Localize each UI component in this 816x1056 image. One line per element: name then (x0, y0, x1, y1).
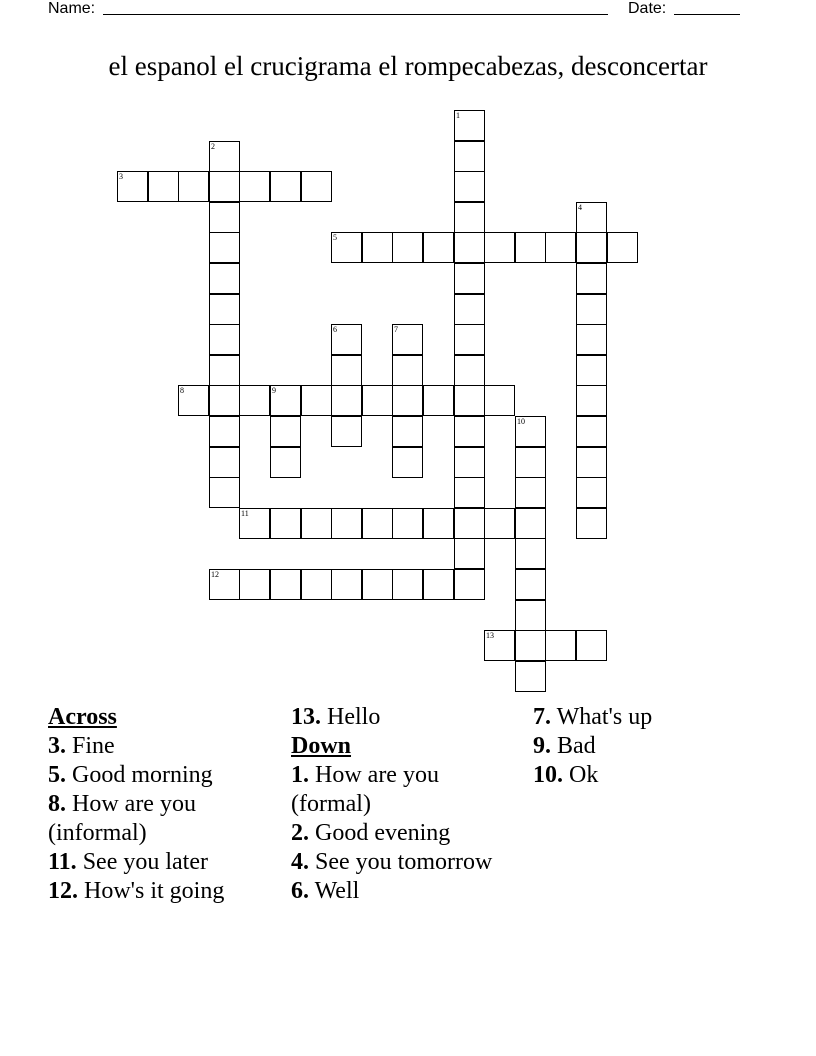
crossword-cell[interactable] (545, 630, 576, 661)
crossword-cell[interactable] (423, 385, 454, 416)
crossword-cell[interactable] (484, 385, 515, 416)
clue-down-7: 7. What's up (533, 704, 653, 730)
clue-across-3: 3. Fine (48, 733, 115, 759)
clue-down-10: 10. Ok (533, 762, 599, 788)
clue-number: 10 (517, 417, 525, 426)
clue-number: 2 (211, 142, 215, 151)
crossword-cell[interactable] (209, 416, 240, 447)
clue-number: 3 (119, 172, 123, 181)
crossword-cell[interactable] (454, 324, 485, 355)
crossword-cell[interactable] (209, 171, 240, 202)
crossword-cell[interactable] (209, 385, 240, 416)
crossword-cell[interactable] (454, 477, 485, 508)
crossword-cell[interactable] (454, 202, 485, 233)
crossword-cell[interactable] (607, 232, 638, 263)
crossword-cell[interactable] (392, 416, 423, 447)
crossword-cell[interactable] (209, 294, 240, 325)
crossword-cell[interactable] (576, 232, 607, 263)
crossword-cell[interactable] (270, 416, 301, 447)
crossword-cell[interactable] (576, 477, 607, 508)
crossword-cell[interactable] (515, 416, 546, 447)
crossword-cell[interactable] (270, 385, 301, 416)
clue-number: 9 (272, 386, 276, 395)
crossword-cell[interactable] (454, 385, 485, 416)
clue-number: 6 (333, 325, 337, 334)
crossword-cell[interactable] (270, 447, 301, 478)
crossword-cell[interactable] (209, 263, 240, 294)
crossword-cell[interactable] (454, 416, 485, 447)
crossword-cell[interactable] (209, 355, 240, 386)
crossword-cell[interactable] (392, 569, 423, 600)
clue-down-9: 9. Bad (533, 733, 596, 759)
crossword-cell[interactable] (331, 355, 362, 386)
crossword-cell[interactable] (423, 232, 454, 263)
crossword-cell[interactable] (515, 232, 546, 263)
crossword-cell[interactable] (239, 385, 270, 416)
crossword-cell[interactable] (239, 171, 270, 202)
clue-number: 4 (578, 203, 582, 212)
crossword-cell[interactable] (392, 355, 423, 386)
crossword-cell[interactable] (392, 324, 423, 355)
crossword-cell[interactable] (454, 508, 485, 539)
clue-number: 12 (211, 570, 219, 579)
crossword-cell[interactable] (576, 202, 607, 233)
crossword-cell[interactable] (392, 385, 423, 416)
crossword-cell[interactable] (209, 447, 240, 478)
clue-across-11: 11. See you later (48, 849, 208, 875)
crossword-cell[interactable] (209, 569, 240, 600)
clue-column-3 (533, 703, 763, 790)
crossword-cell[interactable] (576, 630, 607, 661)
crossword-cell[interactable] (362, 569, 393, 600)
crossword-cell[interactable] (454, 232, 485, 263)
down-heading: Down (291, 733, 352, 759)
crossword-cell[interactable] (362, 385, 393, 416)
crossword-cell[interactable] (576, 508, 607, 539)
crossword-cell[interactable] (270, 171, 301, 202)
crossword-cell[interactable] (484, 630, 515, 661)
crossword-cell[interactable] (454, 355, 485, 386)
crossword-cell[interactable] (484, 232, 515, 263)
crossword-cell[interactable] (576, 447, 607, 478)
clue-number: 7 (394, 325, 398, 334)
clue-number: 13 (486, 631, 494, 640)
crossword-cell[interactable] (209, 202, 240, 233)
crossword-cell[interactable] (545, 232, 576, 263)
crossword-cell[interactable] (362, 232, 393, 263)
crossword-cell[interactable] (301, 171, 332, 202)
clue-column-2 (291, 703, 521, 906)
clue-across-12: 12. How's it going (48, 878, 225, 904)
crossword-cell[interactable] (209, 232, 240, 263)
crossword-cell[interactable] (454, 294, 485, 325)
crossword-cell[interactable] (270, 569, 301, 600)
crossword-cell[interactable] (454, 447, 485, 478)
crossword-cell[interactable] (392, 508, 423, 539)
crossword-cell[interactable] (454, 171, 485, 202)
crossword-cell[interactable] (515, 477, 546, 508)
crossword-cell[interactable] (576, 294, 607, 325)
crossword-cell[interactable] (392, 447, 423, 478)
clue-column-1 (48, 703, 273, 906)
crossword-cell[interactable] (117, 171, 148, 202)
crossword-cell[interactable] (239, 508, 270, 539)
clue-across-5: 5. Good morning (48, 762, 213, 788)
crossword-cell[interactable] (331, 385, 362, 416)
clue-across-8: 8. How are you (informal) (48, 791, 196, 846)
crossword-cell[interactable] (209, 141, 240, 172)
crossword-cell[interactable] (178, 385, 209, 416)
crossword-cell[interactable] (270, 508, 301, 539)
clue-down-6: 6. Well (291, 878, 360, 904)
clue-number: 1 (456, 111, 460, 120)
crossword-cell[interactable] (515, 600, 546, 631)
crossword-cell[interactable] (331, 569, 362, 600)
crossword-cell[interactable] (331, 232, 362, 263)
across-heading: Across (48, 704, 117, 730)
page-title: el espanol el crucigrama el rompecabezas, desconcertar (108, 51, 708, 81)
crossword-cell[interactable] (178, 171, 209, 202)
crossword-cell[interactable] (515, 569, 546, 600)
crossword-cell[interactable] (454, 538, 485, 569)
crossword-cell[interactable] (423, 508, 454, 539)
crossword-cell[interactable] (209, 324, 240, 355)
crossword-cell[interactable] (576, 324, 607, 355)
crossword-cell[interactable] (576, 416, 607, 447)
crossword-cell[interactable] (515, 630, 546, 661)
clue-across-13: 13. Hello (291, 704, 381, 730)
crossword-cell[interactable] (239, 569, 270, 600)
clue-number: 5 (333, 233, 337, 242)
crossword-cell[interactable] (454, 263, 485, 294)
crossword-cell[interactable] (576, 385, 607, 416)
crossword-cell[interactable] (331, 416, 362, 447)
crossword-cell[interactable] (301, 385, 332, 416)
crossword-cell[interactable] (515, 447, 546, 478)
crossword-cell[interactable] (331, 324, 362, 355)
crossword-cell[interactable] (392, 232, 423, 263)
crossword-cell[interactable] (331, 508, 362, 539)
crossword-cell[interactable] (515, 508, 546, 539)
clue-down-2: 2. Good evening (291, 820, 451, 846)
clue-down-1: 1. How are you (formal) (291, 762, 439, 817)
crossword-cell[interactable] (301, 508, 332, 539)
crossword-cell[interactable] (454, 569, 485, 600)
crossword-cell[interactable] (484, 508, 515, 539)
date-label: Date: (628, 0, 667, 17)
crossword-cell[interactable] (454, 141, 485, 172)
crossword-cell[interactable] (576, 355, 607, 386)
crossword-cell[interactable] (454, 110, 485, 141)
clue-down-4: 4. See you tomorrow (291, 849, 493, 875)
crossword-cell[interactable] (301, 569, 332, 600)
crossword-cell[interactable] (209, 477, 240, 508)
crossword-cell[interactable] (362, 508, 393, 539)
name-label: Name: (48, 0, 96, 17)
clue-number: 11 (241, 509, 249, 518)
crossword-cell[interactable] (576, 263, 607, 294)
crossword-cell[interactable] (515, 538, 546, 569)
clue-number: 8 (180, 386, 184, 395)
crossword-cell[interactable] (515, 661, 546, 692)
crossword-cell[interactable] (423, 569, 454, 600)
crossword-cell[interactable] (148, 171, 179, 202)
